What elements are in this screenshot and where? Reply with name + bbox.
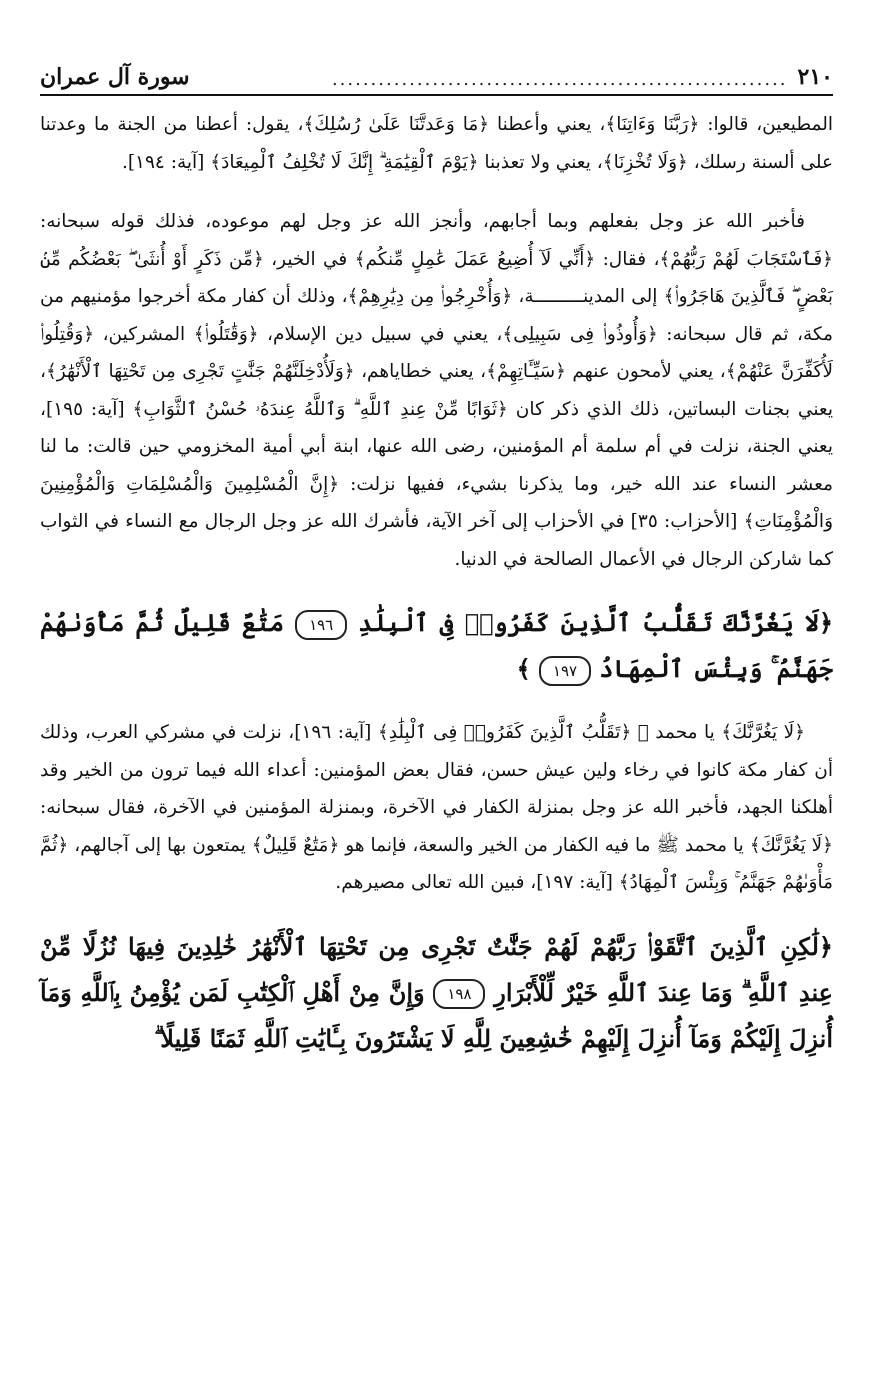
paragraph-gap bbox=[40, 902, 833, 924]
commentary-paragraph-196-197: ﴿لَا يَغُرَّنَّكَ﴾ يا محمد ﷺ ﴿تَقَلُّبُ ٱلَّذِينَ كَفَرُوا۟ فِى ٱلْبِلَٰدِ﴾ [آية: ١٩٦]، نزلت في مشركي العرب، وذلك أن كفار مكة كانوا في رخاء ولين عيش حسن، فقال بعض المؤمنين: أعداء الله فيما ترون من الخير وقد أهلكنا الجهد، فأخبر الله عز وجل بمنزلة الكفار في الآخرة، وبمنزلة المؤمنين في الآخرة، فقال سبحانه: ﴿لَا يَغُرَّنَّكَ﴾ يا محمد ﷺ ما فيه الكفار من الخير والسعة، فإنما هو ﴿مَتَٰعٌ قَلِيلٌ﴾ يمتعون بها إلى آجالهم، ﴿ثُمَّ مَأْوَىٰهُمْ جَهَنَّمُ ۚ وَبِئْسَ ٱلْمِهَادُ﴾ [آية: ١٩٧]، فبين الله تعالى مصيرهم. bbox=[40, 722, 833, 893]
paragraph-gap bbox=[40, 692, 833, 714]
sura-title: سورة آل عمران bbox=[40, 64, 190, 90]
paragraph-gap bbox=[40, 181, 833, 203]
commentary-paragraph-195: فأخبر الله عز وجل بفعلهم وبما أجابهم، وأنجز الله عز وجل لهم موعوده، فذلك قوله سبحانه: ﴿فَٱسْتَجَابَ لَهُمْ رَبُّهُمْ﴾، فقال: ﴿أَنِّي لَآ أُضِيعُ عَمَلَ عَٰمِلٍ مِّنكُم﴾ في الخير، ﴿مِّن ذَكَرٍ أَوْ أُنثَىٰ ۖ بَعْضُكُم مِّنۢ بَعْضٍ ۖ فَٱلَّذِينَ هَاجَرُوا۟﴾ إلى المدينـــــــــة، ﴿وَأُخْرِجُوا۟ مِن دِيَٰرِهِمْ﴾، وذلك أن كفار مكة أخرجوا مؤمنيهم من مكة، ثم قال سبحانه: ﴿وَأُوذُوا۟ فِى سَبِيلِى﴾، يعني في سبيل دين الإسلام، ﴿وَقَٰتَلُوا۟﴾ المشركين، ﴿وَقُتِلُوا۟ لَأُكَفِّرَنَّ عَنْهُمْ﴾، يعني لأمحون عنهم ﴿سَيِّـَٔاتِهِمْ﴾، يعني خطاياهم، ﴿وَلَأُدْخِلَنَّهُمْ جَنَّٰتٍ تَجْرِى مِن تَحْتِهَا ٱلْأَنْهَٰرُ﴾، يعني بجنات البساتين، ذلك الذي ذكر كان ﴿ثَوَابًا مِّنْ عِندِ ٱللَّهِ ۗ وَٱللَّهُ عِندَهُۥ حُسْنُ ٱلثَّوَابِ﴾ [آية: ١٩٥]، يعني الجنة، نزلت في أم سلمة أم المؤمنين، رضى الله عنها، ابنة أبي أمية المخزومي حين قالت: ما لنا معشر النساء عند الله خير، وما يذكرنا بشيء، ففيها نزلت: ﴿إِنَّ الْمُسْلِمِينَ وَالْمُسْلِمَاتِ وَالْمُؤْمِنِينَ وَالْمُؤْمِنَاتِ﴾ [الأحزاب: ٣٥] في الأحزاب إلى آخر الآية، فأشرك الله عز وجل الرجال مع النساء في الثواب كما شاركن الرجال في الأعمال الصالحة في الدنيا. bbox=[40, 211, 834, 570]
verse-197-text: مَتَٰعٌ قَلِيلٌ ثُمَّ مَأْوَىٰهُمْ جَهَنَّمُ ۚ وَبِئْسَ ٱلْمِهَادُ bbox=[40, 608, 833, 683]
header-dot-leader: ........................................................... bbox=[331, 69, 788, 90]
page-body bbox=[40, 106, 833, 1062]
verse-196-text: ﴿لَا يَغُرَّنَّكَ تَقَلُّبُ ٱلَّذِينَ كَفَرُوا۟ فِى ٱلْبِلَٰدِ bbox=[358, 608, 834, 637]
verse-199-text: وَإِنَّ مِنْ أَهْلِ ٱلْكِتَٰبِ لَمَن يُؤْمِنُ بِٱللَّهِ وَمَآ أُنزِلَ إِلَيْكُمْ وَمَآ أُنزِلَ إِلَيْهِمْ خَٰشِعِينَ لِلَّهِ لَا يَشْتَرُونَ بِـَٔايَٰتِ ٱللَّهِ ثَمَنًا قَلِيلًا ۗ bbox=[40, 977, 833, 1053]
paragraph-gap bbox=[40, 578, 833, 600]
ayah-number-marker: ١٩٦ bbox=[295, 610, 347, 640]
running-header bbox=[40, 56, 833, 96]
ayah-number-marker: ١٩٨ bbox=[433, 979, 485, 1009]
page-number: ٢١٠ bbox=[797, 64, 833, 90]
quran-verse-196-197 bbox=[40, 600, 833, 692]
commentary-paragraph-194: المطيعين، قالوا: ﴿رَبَّنَا وَءَاتِنَا﴾، يعني وأعطنا ﴿مَا وَعَدتَّنَا عَلَىٰ رُسُلِكَ﴾، يقول: أعطنا من الجنة ما وعدتنا على ألسنة رسلك، ﴿وَلَا تُخْزِنَا﴾، يعني ولا تعذبنا ﴿يَوْمَ ٱلْقِيَٰمَةِ ۗ إِنَّكَ لَا تُخْلِفُ ٱلْمِيعَادَ﴾ [آية: ١٩٤]. bbox=[40, 114, 833, 173]
verse-198-text: ﴿لَٰكِنِ ٱلَّذِينَ ٱتَّقَوْا۟ رَبَّهُمْ لَهُمْ جَنَّٰتٌ تَجْرِى مِن تَحْتِهَا ٱلْأَنْهَٰرُ خَٰلِدِينَ فِيهَا نُزُلًا مِّنْ عِندِ ٱللَّهِ ۗ وَمَا عِندَ ٱللَّهِ خَيْرٌ لِّلْأَبْرَارِ bbox=[40, 931, 834, 1007]
quran-verse-198-199 bbox=[40, 924, 833, 1062]
ayah-number-marker: ١٩٧ bbox=[539, 656, 591, 686]
verse-close-bracket: ﴾ bbox=[516, 654, 531, 683]
